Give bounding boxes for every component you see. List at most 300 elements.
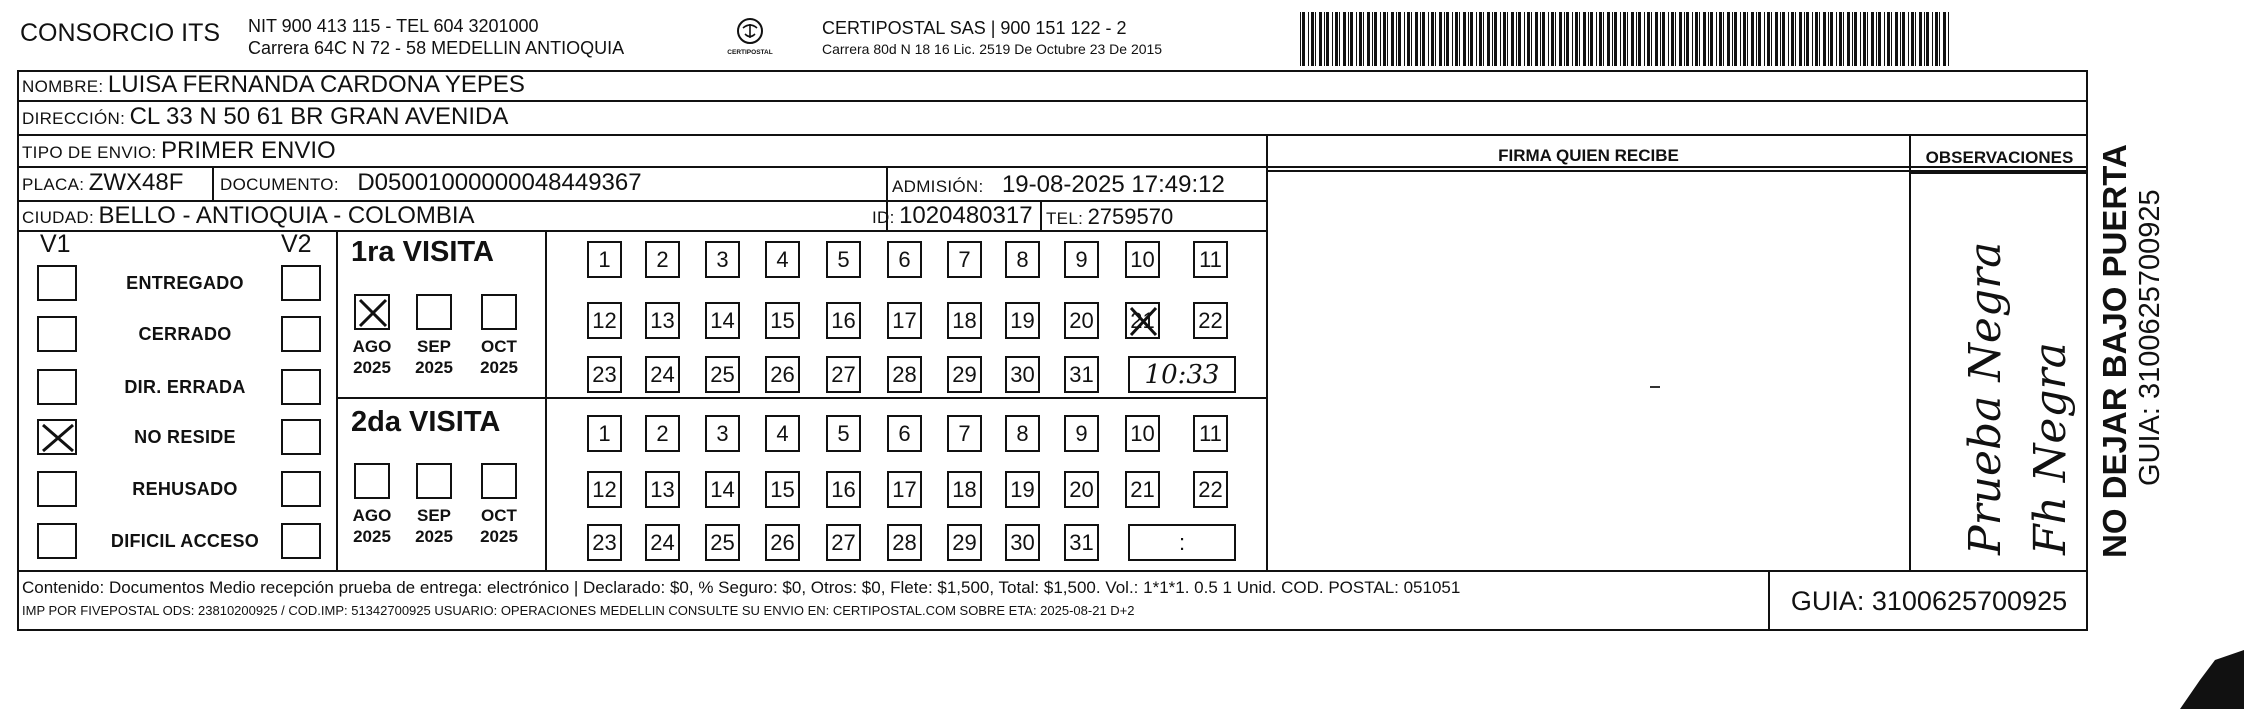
barcode-bar <box>1470 12 1473 66</box>
barcode-bar <box>1878 12 1881 66</box>
barcode-bar <box>1319 12 1322 66</box>
barcode-bar <box>1919 12 1922 66</box>
barcode-bar <box>1751 12 1754 66</box>
barcode-bar <box>1716 12 1717 66</box>
day-box[interactable]: 10 <box>1125 415 1160 452</box>
v1-checkbox[interactable] <box>37 316 77 352</box>
barcode-bar <box>1734 12 1737 66</box>
day-box[interactable]: 6 <box>887 415 922 452</box>
day-box[interactable]: 31 <box>1064 356 1099 393</box>
barcode-bar <box>1428 12 1429 66</box>
barcode-bar <box>1607 12 1610 66</box>
day-box[interactable]: 12 <box>587 471 622 508</box>
barcode-bar <box>1743 12 1746 66</box>
day-box[interactable]: 19 <box>1005 302 1040 339</box>
barcode-bar <box>1871 12 1874 66</box>
svg-text:CERTIPOSTAL: CERTIPOSTAL <box>727 49 773 56</box>
day-box[interactable]: 22 <box>1193 302 1228 339</box>
signature-mark <box>1650 386 1660 388</box>
barcode-bar <box>1795 12 1796 66</box>
day-box[interactable]: 7 <box>947 415 982 452</box>
tel-label: TEL: <box>1046 209 1084 228</box>
tipo-label: TIPO DE ENVIO: <box>22 143 157 162</box>
day-box[interactable]: 8 <box>1005 415 1040 452</box>
day-box[interactable]: 24 <box>645 524 680 561</box>
nombre-label: NOMBRE: <box>22 77 104 96</box>
barcode-bar <box>1636 12 1637 66</box>
barcode-bar <box>1679 12 1682 66</box>
barcode-bar <box>1507 12 1508 66</box>
day-box[interactable]: 26 <box>765 356 800 393</box>
day-box[interactable]: 7 <box>947 241 982 278</box>
barcode-bar <box>1647 12 1650 66</box>
month-year <box>342 336 402 378</box>
status-label: REHUSADO <box>132 479 238 499</box>
day-box[interactable]: 28 <box>887 356 922 393</box>
barcode-bar <box>1444 12 1445 66</box>
v2-checkbox[interactable] <box>281 471 321 507</box>
documento-value: D05001000000048449367 <box>357 169 642 196</box>
barcode-bar <box>1823 12 1826 66</box>
barcode-bar <box>1359 12 1362 66</box>
barcode-bar <box>1404 12 1405 66</box>
row-line <box>17 166 2088 168</box>
day-box[interactable]: 6 <box>887 241 922 278</box>
barcode-bar <box>1588 12 1589 66</box>
documento-label: DOCUMENTO: <box>220 175 339 194</box>
day-box[interactable]: 8 <box>1005 241 1040 278</box>
barcode-bar <box>1455 12 1458 66</box>
day-box[interactable]: 17 <box>887 302 922 339</box>
barcode-bar <box>1463 12 1466 66</box>
barcode-bar <box>1719 12 1722 66</box>
barcode-bar <box>1860 12 1861 66</box>
id-label: ID: <box>872 208 895 227</box>
ciudad-label: CIUDAD: <box>22 208 94 227</box>
barcode-bar <box>1771 12 1772 66</box>
admision-value: 19-08-2025 17:49:12 <box>1001 171 1225 198</box>
ciudad-value: BELLO - ANTIOQUIA - COLOMBIA <box>98 202 475 229</box>
day-box[interactable]: 14 <box>705 302 740 339</box>
barcode-bar <box>1847 12 1850 66</box>
barcode-bar <box>1747 12 1748 66</box>
month-year <box>404 505 464 547</box>
barcode-bar <box>1775 12 1778 66</box>
barcode-bar <box>1614 12 1617 66</box>
v2-checkbox[interactable] <box>281 316 321 352</box>
barcode-bar <box>1863 12 1866 66</box>
barcode-bar <box>1631 12 1634 66</box>
barcode-bar <box>1500 12 1501 66</box>
day-box[interactable]: 23 <box>587 356 622 393</box>
barcode-bar <box>1806 12 1809 66</box>
barcode-bar <box>1852 12 1853 66</box>
barcode-bar <box>1732 12 1733 66</box>
v1-label: V1 <box>40 230 71 258</box>
barcode-bar <box>1315 12 1316 66</box>
year-label: 2025 <box>353 358 391 377</box>
barcode-bar <box>1839 12 1842 66</box>
barcode-bar <box>1518 12 1521 66</box>
day-box[interactable]: 20 <box>1064 471 1099 508</box>
col-line <box>1040 200 1042 230</box>
nombre-value: LUISA FERNANDA CARDONA YEPES <box>107 71 525 98</box>
barcode-bar <box>1324 12 1325 66</box>
observaciones-header: OBSERVACIONES <box>1925 148 2074 167</box>
day-box[interactable]: 13 <box>645 471 680 508</box>
barcode-bar <box>1439 12 1442 66</box>
year-label: 2025 <box>415 358 453 377</box>
barcode-bar <box>1867 12 1868 66</box>
month-checkbox[interactable] <box>354 294 390 330</box>
firma-header: FIRMA QUIEN RECIBE <box>1498 146 1679 165</box>
barcode-bar <box>1540 12 1541 66</box>
barcode-bar <box>1487 12 1490 66</box>
barcode-bar <box>1675 12 1676 66</box>
id-value: 1020480317 <box>899 202 1033 229</box>
day-box[interactable]: 29 <box>947 524 982 561</box>
month-checkbox[interactable] <box>416 463 452 499</box>
day-box[interactable]: 9 <box>1064 415 1099 452</box>
day-box[interactable]: 29 <box>947 356 982 393</box>
day-box[interactable]: 12 <box>587 302 622 339</box>
footer-imp: IMP POR FIVEPOSTAL ODS: 23810200925 / COD.IMP: 51342700925 USUARIO: OPERACIONES MEDELLIN CONSULTE SU ENVIO EN: CERTIPOSTAL.COM SOBRE ETA: 2025-08-21 D+2 <box>22 603 1135 618</box>
barcode-bar <box>1452 12 1453 66</box>
v1-checkbox[interactable] <box>37 471 77 507</box>
id-row <box>872 202 1033 230</box>
direccion-row <box>22 103 508 131</box>
barcode-bar <box>1926 12 1929 66</box>
barcode-bar <box>1935 12 1938 66</box>
tel-value: 2759570 <box>1087 204 1174 229</box>
barcode-bar <box>1902 12 1905 66</box>
barcode-bar <box>1374 12 1377 66</box>
barcode-bar <box>1612 12 1613 66</box>
barcode-bar <box>1671 12 1674 66</box>
barcode-bar <box>1644 12 1645 66</box>
company-nit: NIT 900 413 115 - TEL 604 3201000 <box>248 16 539 36</box>
ciudad-row <box>22 202 475 230</box>
year-label: 2025 <box>480 358 518 377</box>
barcode-bar <box>1939 12 1940 66</box>
day-box[interactable]: 18 <box>947 471 982 508</box>
barcode-bar <box>1932 12 1933 66</box>
month-checkbox[interactable] <box>354 463 390 499</box>
day-box[interactable]: 16 <box>826 471 861 508</box>
day-box[interactable]: 27 <box>826 356 861 393</box>
barcode-bar <box>1891 12 1892 66</box>
barcode-bar <box>1372 12 1373 66</box>
day-box[interactable]: 10 <box>1125 241 1160 278</box>
day-box[interactable]: 3 <box>705 415 740 452</box>
barcode-bar <box>1383 12 1386 66</box>
barcode-bar <box>1350 12 1353 66</box>
company-address: Carrera 64C N 72 - 58 MEDELLIN ANTIOQUIA <box>248 38 625 58</box>
barcode-bar <box>1435 12 1436 66</box>
nombre-row <box>22 71 525 99</box>
barcode-bar <box>1300 12 1301 66</box>
admision-row <box>892 171 1225 199</box>
barcode-bar <box>1516 12 1517 66</box>
side-warning: NO DEJAR BAJO PUERTA <box>2096 144 2133 558</box>
month-label: OCT <box>481 506 517 525</box>
barcode-bar <box>1780 12 1781 66</box>
barcode-bar <box>1620 12 1621 66</box>
day-box[interactable]: 5 <box>826 415 861 452</box>
barcode-bar <box>1819 12 1820 66</box>
barcode-bar <box>1564 12 1565 66</box>
barcode-bar <box>1411 12 1412 66</box>
day-box[interactable]: 15 <box>765 302 800 339</box>
day-box[interactable]: 13 <box>645 302 680 339</box>
v2-checkbox[interactable] <box>281 265 321 301</box>
barcode-bar <box>1551 12 1554 66</box>
barcode-bar <box>1915 12 1916 66</box>
barcode-bar <box>1479 12 1482 66</box>
barcode-bar <box>1843 12 1844 66</box>
barcode-bar <box>1828 12 1829 66</box>
barcode-bar <box>1531 12 1532 66</box>
day-box[interactable]: 21 <box>1125 471 1160 508</box>
barcode-bar <box>1524 12 1525 66</box>
barcode-bar <box>1596 12 1597 66</box>
barcode-bar <box>1895 12 1898 66</box>
barcode-bar <box>1662 12 1665 66</box>
barcode-bar <box>1836 12 1837 66</box>
barcode-bar <box>1651 12 1652 66</box>
barcode-bar <box>1703 12 1706 66</box>
month-year <box>469 336 529 378</box>
day-box[interactable]: 3 <box>705 241 740 278</box>
placa-row <box>22 169 183 197</box>
barcode-bar <box>1623 12 1626 66</box>
day-box[interactable]: 24 <box>645 356 680 393</box>
barcode-bar <box>1695 12 1698 66</box>
barcode-bar <box>1710 12 1713 66</box>
month-checkbox[interactable] <box>416 294 452 330</box>
month-checkbox[interactable] <box>481 463 517 499</box>
barcode-bar <box>1446 12 1449 66</box>
month-label: SEP <box>416 337 452 356</box>
barcode-bar <box>1363 12 1364 66</box>
month-checkbox[interactable] <box>481 294 517 330</box>
barcode-bar <box>1692 12 1693 66</box>
day-box[interactable]: 2 <box>645 241 680 278</box>
barcode-bar <box>1431 12 1434 66</box>
barcode-bar <box>1302 12 1305 66</box>
v2-checkbox[interactable] <box>281 419 321 455</box>
barcode-bar <box>1804 12 1805 66</box>
day-box[interactable]: 4 <box>765 415 800 452</box>
tipo-row <box>22 137 336 165</box>
day-box[interactable]: 30 <box>1005 524 1040 561</box>
barcode-bar <box>1343 12 1346 66</box>
month-label: AGO <box>352 337 392 356</box>
barcode-bar <box>1708 12 1709 66</box>
barcode-bar <box>1887 12 1890 66</box>
barcode-bar <box>1548 12 1549 66</box>
time-box[interactable]: 10:33 <box>1128 356 1236 393</box>
v1-checkbox[interactable] <box>37 523 77 559</box>
time-box[interactable]: : <box>1128 524 1236 561</box>
barcode-bar <box>1830 12 1833 66</box>
tipo-value: PRIMER ENVIO <box>161 137 336 164</box>
barcode-bar <box>1332 12 1333 66</box>
barcode-bar <box>1308 12 1309 66</box>
barcode-bar <box>1459 12 1460 66</box>
barcode-bar <box>1583 12 1586 66</box>
day-box[interactable]: 22 <box>1193 471 1228 508</box>
barcode-bar <box>1603 12 1604 66</box>
day-box[interactable]: 16 <box>826 302 861 339</box>
status-label: ENTREGADO <box>126 273 244 293</box>
month-year <box>342 505 402 547</box>
day-box[interactable]: 27 <box>826 524 861 561</box>
barcode-bar <box>1764 12 1765 66</box>
barcode-bar <box>1740 12 1741 66</box>
barcode-bar <box>1468 12 1469 66</box>
barcode-bar <box>1948 12 1949 66</box>
first-visit-title: 1ra VISITA <box>351 236 494 268</box>
year-label: 2025 <box>353 527 391 546</box>
barcode-bar <box>1527 12 1530 66</box>
placa-value: ZWX48F <box>88 169 184 196</box>
admision-label: ADMISIÓN: <box>892 177 984 196</box>
barcode-bar <box>1723 12 1724 66</box>
barcode-bar <box>1812 12 1813 66</box>
barcode-bar <box>1943 12 1946 66</box>
v1-checkbox[interactable] <box>37 265 77 301</box>
day-box[interactable]: 26 <box>765 524 800 561</box>
barcode-bar <box>1494 12 1497 66</box>
day-box[interactable]: 28 <box>887 524 922 561</box>
day-box[interactable]: 19 <box>1005 471 1040 508</box>
barcode-bar <box>1727 12 1730 66</box>
barcode-bar <box>1566 12 1569 66</box>
v1-checkbox[interactable] <box>37 369 77 405</box>
day-box[interactable]: 25 <box>705 356 740 393</box>
barcode-bar <box>1791 12 1794 66</box>
barcode-bar <box>1758 12 1761 66</box>
barcode-bar <box>1799 12 1802 66</box>
barcode-bar <box>1900 12 1901 66</box>
barcode-bar <box>1782 12 1785 66</box>
barcode-bar <box>1339 12 1340 66</box>
barcode-bar <box>1348 12 1349 66</box>
barcode-bar <box>1908 12 1909 66</box>
month-label: AGO <box>352 506 392 525</box>
courier-name: CERTIPOSTAL SAS | 900 151 122 - 2 <box>822 18 1127 38</box>
barcode-bar <box>1492 12 1493 66</box>
barcode-bar <box>1627 12 1628 66</box>
barcode-bar <box>1924 12 1925 66</box>
barcode-bar <box>1699 12 1700 66</box>
torn-edge <box>0 650 2244 709</box>
barcode-bar <box>1335 12 1338 66</box>
day-box[interactable]: 9 <box>1064 241 1099 278</box>
day-box[interactable]: 14 <box>705 471 740 508</box>
documento-row <box>220 169 642 197</box>
barcode-bar <box>1535 12 1538 66</box>
barcode-bar <box>1396 12 1397 66</box>
barcode-bar <box>1660 12 1661 66</box>
barcode-bar <box>1572 12 1573 66</box>
barcode-bar <box>1555 12 1556 66</box>
day-box[interactable]: 1 <box>587 241 622 278</box>
col-line <box>336 397 1266 399</box>
day-box[interactable]: 17 <box>887 471 922 508</box>
barcode-bar <box>1407 12 1410 66</box>
side-guia: GUIA: 3100625700925 <box>2134 189 2166 486</box>
barcode-bar <box>1655 12 1658 66</box>
col-line <box>336 230 338 570</box>
col-line <box>545 230 547 570</box>
day-box[interactable]: 21 <box>1125 302 1160 339</box>
day-box[interactable]: 4 <box>765 241 800 278</box>
row-line <box>17 134 2088 136</box>
barcode-bar <box>1575 12 1578 66</box>
year-label: 2025 <box>480 527 518 546</box>
direccion-label: DIRECCIÓN: <box>22 109 126 128</box>
barcode-bar <box>1684 12 1685 66</box>
day-box[interactable]: 25 <box>705 524 740 561</box>
day-box[interactable]: 15 <box>765 471 800 508</box>
day-box[interactable]: 31 <box>1064 524 1099 561</box>
barcode-bar <box>1884 12 1885 66</box>
second-visit-title: 2da VISITA <box>351 406 501 438</box>
footer-guia: GUIA: 3100625700925 <box>1790 586 2068 616</box>
day-box[interactable]: 11 <box>1193 241 1228 278</box>
v1-checkbox[interactable] <box>37 419 77 455</box>
barcode-bar <box>1854 12 1857 66</box>
col-line <box>1266 134 1268 570</box>
barcode-bar <box>1422 12 1425 66</box>
barcode-bar <box>1503 12 1506 66</box>
observacion-handwritten-2: Fh Negra <box>2025 342 2076 555</box>
barcode-bar <box>1380 12 1381 66</box>
day-box[interactable]: 5 <box>826 241 861 278</box>
day-box[interactable]: 23 <box>587 524 622 561</box>
barcode-bar <box>1911 12 1914 66</box>
col-line <box>1909 134 1911 570</box>
barcode-bar <box>1420 12 1421 66</box>
placa-label: PLACA: <box>22 175 85 194</box>
month-year <box>404 336 464 378</box>
month-label: OCT <box>481 337 517 356</box>
v2-checkbox[interactable] <box>281 523 321 559</box>
barcode-bar <box>1356 12 1357 66</box>
day-box[interactable]: 20 <box>1064 302 1099 339</box>
direccion-value: CL 33 N 50 61 BR GRAN AVENIDA <box>129 103 509 130</box>
barcode-bar <box>1788 12 1789 66</box>
barcode-bar <box>1599 12 1602 66</box>
day-box[interactable]: 11 <box>1193 415 1228 452</box>
barcode-bar <box>1415 12 1418 66</box>
v2-label: V2 <box>281 230 312 258</box>
barcode-bar <box>1559 12 1562 66</box>
v2-checkbox[interactable] <box>281 369 321 405</box>
day-box[interactable]: 30 <box>1005 356 1040 393</box>
courier-address: Carrera 80d N 18 16 Lic. 2519 De Octubre 23 De 2015 <box>822 41 1163 57</box>
status-label: DIFICIL ACCESO <box>110 531 260 551</box>
day-box[interactable]: 1 <box>587 415 622 452</box>
tel-row <box>1046 204 1173 230</box>
day-box[interactable]: 2 <box>645 415 680 452</box>
barcode-bar <box>1476 12 1477 66</box>
day-box[interactable]: 18 <box>947 302 982 339</box>
barcode-bar <box>1590 12 1593 66</box>
barcode-bar <box>1367 12 1370 66</box>
